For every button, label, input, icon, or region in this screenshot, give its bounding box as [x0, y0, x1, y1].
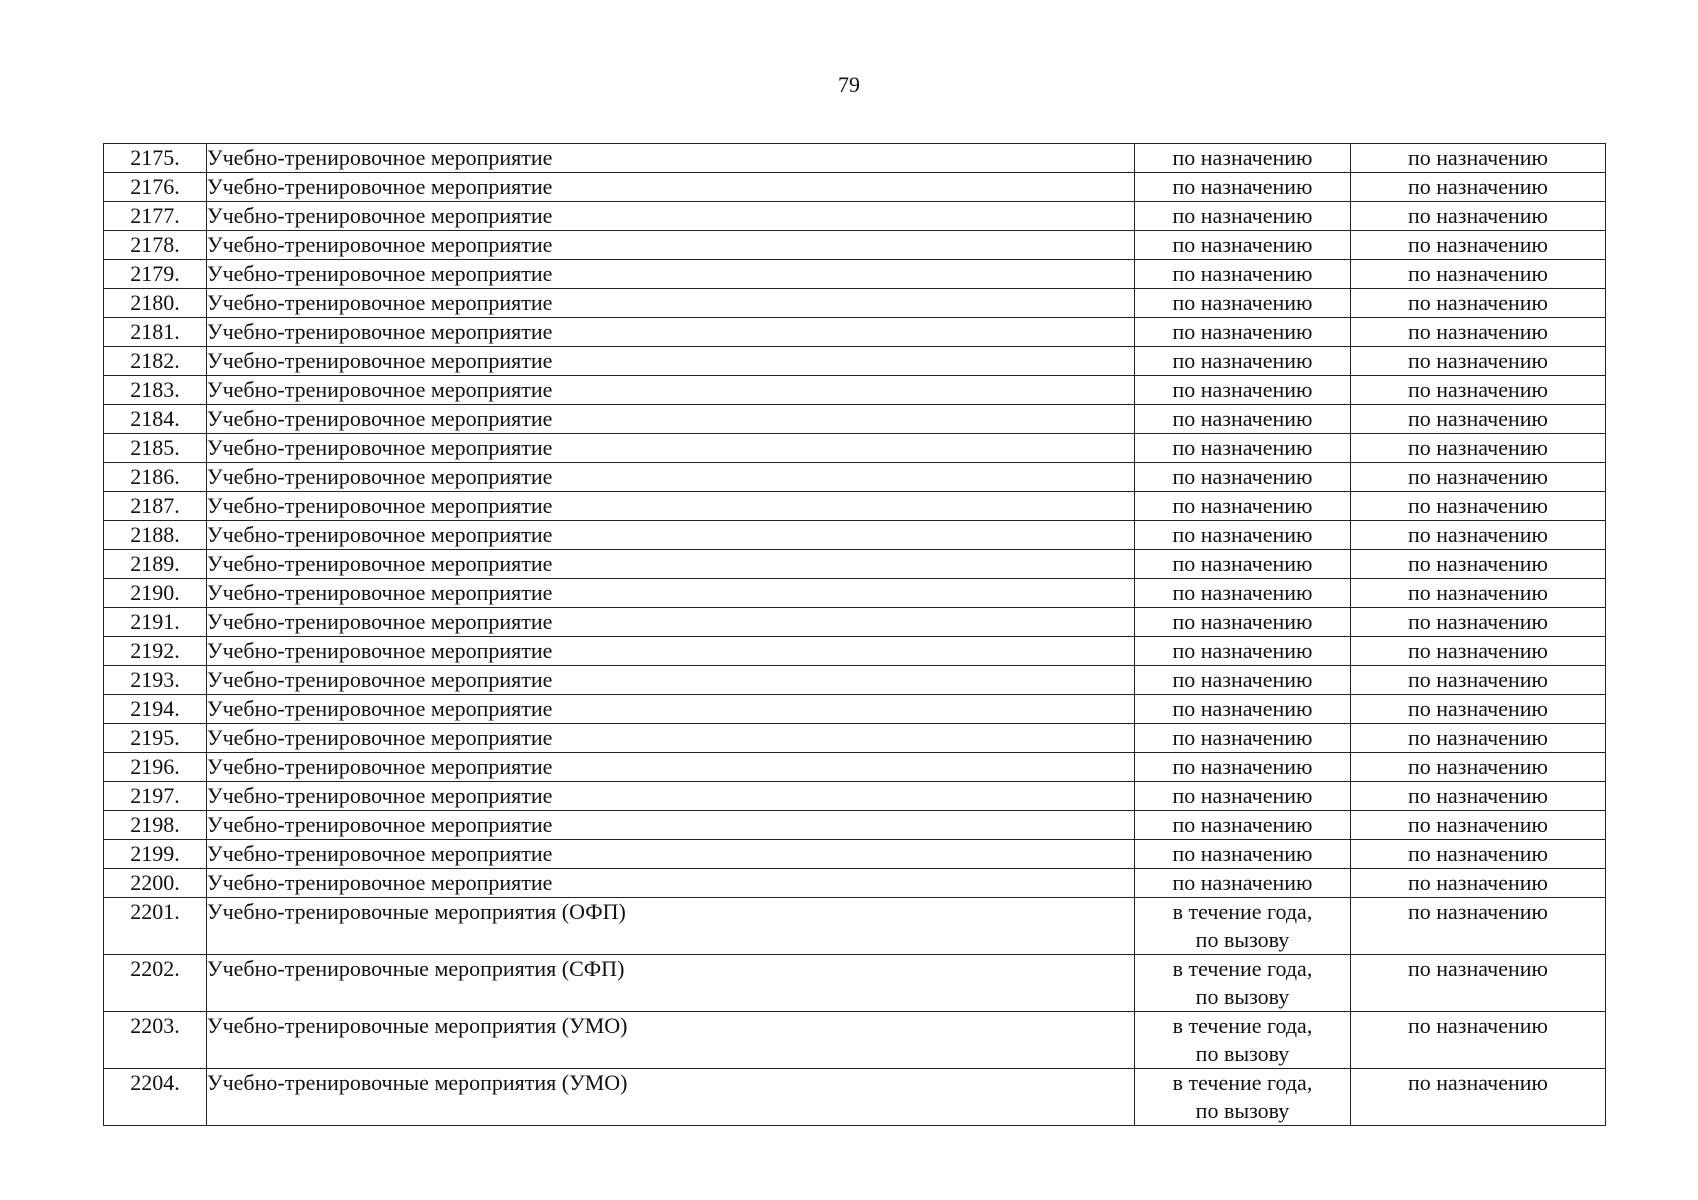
term-line: по назначению [1172, 870, 1313, 895]
event-name-cell: Учебно-тренировочное мероприятие [207, 260, 1135, 289]
term-line: по назначению [1172, 725, 1313, 750]
term-line: по назначению [1172, 667, 1313, 692]
row-number-cell: 2181. [104, 318, 207, 347]
term-cell [1135, 811, 1351, 840]
table-row [104, 318, 1606, 347]
table-row [104, 637, 1606, 666]
assignment-cell: по назначению [1351, 608, 1606, 637]
table-row [104, 289, 1606, 318]
term-cell [1135, 637, 1351, 666]
row-number-cell: 2186. [104, 463, 207, 492]
row-number-cell: 2197. [104, 782, 207, 811]
event-name-cell: Учебно-тренировочное мероприятие [207, 869, 1135, 898]
assignment-cell: по назначению [1351, 753, 1606, 782]
term-cell [1135, 376, 1351, 405]
term-line: по вызову [1195, 984, 1290, 1009]
row-number-cell: 2179. [104, 260, 207, 289]
event-name-cell: Учебно-тренировочное мероприятие [207, 376, 1135, 405]
term-cell [1135, 695, 1351, 724]
row-number-cell: 2199. [104, 840, 207, 869]
term-cell [1135, 753, 1351, 782]
row-number-cell: 2189. [104, 550, 207, 579]
term-line: по назначению [1172, 493, 1313, 518]
term-cell [1135, 724, 1351, 753]
row-number-cell: 2178. [104, 231, 207, 260]
row-number-cell: 2183. [104, 376, 207, 405]
table-row [104, 666, 1606, 695]
assignment-cell: по назначению [1351, 869, 1606, 898]
event-name-cell: Учебно-тренировочное мероприятие [207, 405, 1135, 434]
term-cell [1135, 840, 1351, 869]
term-line: по назначению [1172, 203, 1313, 228]
table-row [104, 898, 1606, 955]
assignment-cell: по назначению [1351, 579, 1606, 608]
event-name-cell: Учебно-тренировочное мероприятие [207, 637, 1135, 666]
table-row [104, 521, 1606, 550]
assignment-cell: по назначению [1351, 347, 1606, 376]
event-name-cell: Учебно-тренировочное мероприятие [207, 782, 1135, 811]
term-cell [1135, 434, 1351, 463]
assignment-cell: по назначению [1351, 434, 1606, 463]
term-cell [1135, 955, 1351, 1012]
term-cell [1135, 579, 1351, 608]
event-name-cell: Учебно-тренировочное мероприятие [207, 666, 1135, 695]
table-row [104, 579, 1606, 608]
term-line: в течение года, [1172, 1013, 1313, 1038]
row-number-cell: 2187. [104, 492, 207, 521]
assignment-cell: по назначению [1351, 898, 1606, 955]
event-name-cell: Учебно-тренировочное мероприятие [207, 231, 1135, 260]
term-cell [1135, 289, 1351, 318]
row-number-cell: 2185. [104, 434, 207, 463]
term-line: по назначению [1172, 754, 1313, 779]
term-cell [1135, 666, 1351, 695]
row-number-cell: 2196. [104, 753, 207, 782]
event-name-cell: Учебно-тренировочные мероприятия (ОФП) [207, 898, 1135, 955]
term-cell [1135, 521, 1351, 550]
table-row [104, 347, 1606, 376]
table-row [104, 405, 1606, 434]
row-number-cell: 2193. [104, 666, 207, 695]
table-row [104, 1069, 1606, 1126]
table-row [104, 869, 1606, 898]
row-number-cell: 2182. [104, 347, 207, 376]
term-line: по назначению [1172, 261, 1313, 286]
event-name-cell: Учебно-тренировочное мероприятие [207, 318, 1135, 347]
event-name-cell: Учебно-тренировочное мероприятие [207, 463, 1135, 492]
assignment-cell: по назначению [1351, 1069, 1606, 1126]
table-row [104, 434, 1606, 463]
term-cell [1135, 463, 1351, 492]
table-row [104, 463, 1606, 492]
term-line: по назначению [1172, 348, 1313, 373]
event-name-cell: Учебно-тренировочное мероприятие [207, 289, 1135, 318]
table-row [104, 1012, 1606, 1069]
term-cell [1135, 898, 1351, 955]
row-number-cell: 2203. [104, 1012, 207, 1069]
assignment-cell: по назначению [1351, 463, 1606, 492]
term-cell [1135, 869, 1351, 898]
page-number: 79 [838, 72, 860, 97]
term-line: по назначению [1172, 435, 1313, 460]
row-number-cell: 2191. [104, 608, 207, 637]
term-cell [1135, 492, 1351, 521]
table-row [104, 202, 1606, 231]
term-line: по назначению [1172, 377, 1313, 402]
term-line: по назначению [1172, 522, 1313, 547]
row-number-cell: 2198. [104, 811, 207, 840]
term-cell [1135, 782, 1351, 811]
row-number-cell: 2194. [104, 695, 207, 724]
row-number-cell: 2201. [104, 898, 207, 955]
term-cell [1135, 260, 1351, 289]
term-cell [1135, 173, 1351, 202]
table-row [104, 608, 1606, 637]
table-row [104, 173, 1606, 202]
assignment-cell: по назначению [1351, 376, 1606, 405]
table-row [104, 492, 1606, 521]
assignment-cell: по назначению [1351, 173, 1606, 202]
assignment-cell: по назначению [1351, 260, 1606, 289]
event-name-cell: Учебно-тренировочное мероприятие [207, 811, 1135, 840]
term-cell [1135, 347, 1351, 376]
table-row [104, 376, 1606, 405]
table-row [104, 550, 1606, 579]
row-number-cell: 2190. [104, 579, 207, 608]
table-row [104, 811, 1606, 840]
term-line: по назначению [1172, 232, 1313, 257]
term-line: в течение года, [1172, 1070, 1313, 1095]
assignment-cell: по назначению [1351, 782, 1606, 811]
row-number-cell: 2180. [104, 289, 207, 318]
term-line: по назначению [1172, 580, 1313, 605]
event-name-cell: Учебно-тренировочное мероприятие [207, 753, 1135, 782]
table-row [104, 955, 1606, 1012]
table-row [104, 260, 1606, 289]
row-number-cell: 2177. [104, 202, 207, 231]
term-line: по назначению [1172, 841, 1313, 866]
table-body [104, 144, 1606, 1126]
row-number-cell: 2204. [104, 1069, 207, 1126]
event-name-cell: Учебно-тренировочное мероприятие [207, 579, 1135, 608]
assignment-cell: по назначению [1351, 521, 1606, 550]
table-row [104, 695, 1606, 724]
term-line: в течение года, [1172, 899, 1313, 924]
term-line: по назначению [1172, 783, 1313, 808]
assignment-cell: по назначению [1351, 840, 1606, 869]
term-cell [1135, 144, 1351, 173]
assignment-cell: по назначению [1351, 492, 1606, 521]
term-cell [1135, 550, 1351, 579]
term-cell [1135, 405, 1351, 434]
assignment-cell: по назначению [1351, 811, 1606, 840]
term-line: по назначению [1172, 319, 1313, 344]
row-number-cell: 2192. [104, 637, 207, 666]
row-number-cell: 2188. [104, 521, 207, 550]
term-line: по назначению [1172, 638, 1313, 663]
event-name-cell: Учебно-тренировочное мероприятие [207, 173, 1135, 202]
assignment-cell: по назначению [1351, 1012, 1606, 1069]
term-line: в течение года, [1172, 956, 1313, 981]
assignment-cell: по назначению [1351, 405, 1606, 434]
event-name-cell: Учебно-тренировочное мероприятие [207, 202, 1135, 231]
term-line: по вызову [1195, 927, 1290, 952]
table-row [104, 782, 1606, 811]
event-name-cell: Учебно-тренировочное мероприятие [207, 608, 1135, 637]
assignment-cell: по назначению [1351, 637, 1606, 666]
row-number-cell: 2176. [104, 173, 207, 202]
assignment-cell: по назначению [1351, 550, 1606, 579]
event-name-cell: Учебно-тренировочное мероприятие [207, 347, 1135, 376]
assignment-cell: по назначению [1351, 955, 1606, 1012]
event-name-cell: Учебно-тренировочное мероприятие [207, 695, 1135, 724]
assignment-cell: по назначению [1351, 695, 1606, 724]
term-line: по назначению [1172, 406, 1313, 431]
event-name-cell: Учебно-тренировочное мероприятие [207, 550, 1135, 579]
term-line: по назначению [1172, 174, 1313, 199]
term-cell [1135, 202, 1351, 231]
term-line: по вызову [1195, 1098, 1290, 1123]
assignment-cell: по назначению [1351, 724, 1606, 753]
row-number-cell: 2200. [104, 869, 207, 898]
event-name-cell: Учебно-тренировочное мероприятие [207, 144, 1135, 173]
table-row [104, 753, 1606, 782]
term-line: по вызову [1195, 1041, 1290, 1066]
assignment-cell: по назначению [1351, 318, 1606, 347]
table-row [104, 144, 1606, 173]
term-line: по назначению [1172, 290, 1313, 315]
row-number-cell: 2202. [104, 955, 207, 1012]
assignment-cell: по назначению [1351, 202, 1606, 231]
row-number-cell: 2184. [104, 405, 207, 434]
event-name-cell: Учебно-тренировочное мероприятие [207, 492, 1135, 521]
event-name-cell: Учебно-тренировочные мероприятия (УМО) [207, 1012, 1135, 1069]
term-line: по назначению [1172, 551, 1313, 576]
event-name-cell: Учебно-тренировочные мероприятия (СФП) [207, 955, 1135, 1012]
term-cell [1135, 608, 1351, 637]
assignment-cell: по назначению [1351, 289, 1606, 318]
term-cell [1135, 1012, 1351, 1069]
assignment-cell: по назначению [1351, 666, 1606, 695]
term-cell [1135, 231, 1351, 260]
table-row [104, 724, 1606, 753]
term-line: по назначению [1172, 696, 1313, 721]
event-name-cell: Учебно-тренировочное мероприятие [207, 521, 1135, 550]
term-line: по назначению [1172, 609, 1313, 634]
term-cell [1135, 1069, 1351, 1126]
term-line: по назначению [1172, 812, 1313, 837]
term-line: по назначению [1172, 464, 1313, 489]
row-number-cell: 2175. [104, 144, 207, 173]
row-number-cell: 2195. [104, 724, 207, 753]
assignment-cell: по назначению [1351, 231, 1606, 260]
assignment-cell: по назначению [1351, 144, 1606, 173]
event-name-cell: Учебно-тренировочные мероприятия (УМО) [207, 1069, 1135, 1126]
event-name-cell: Учебно-тренировочное мероприятие [207, 840, 1135, 869]
table-row [104, 231, 1606, 260]
event-name-cell: Учебно-тренировочное мероприятие [207, 434, 1135, 463]
term-line: по назначению [1172, 145, 1313, 170]
event-name-cell: Учебно-тренировочное мероприятие [207, 724, 1135, 753]
events-table [103, 143, 1606, 1126]
term-cell [1135, 318, 1351, 347]
table-row [104, 840, 1606, 869]
